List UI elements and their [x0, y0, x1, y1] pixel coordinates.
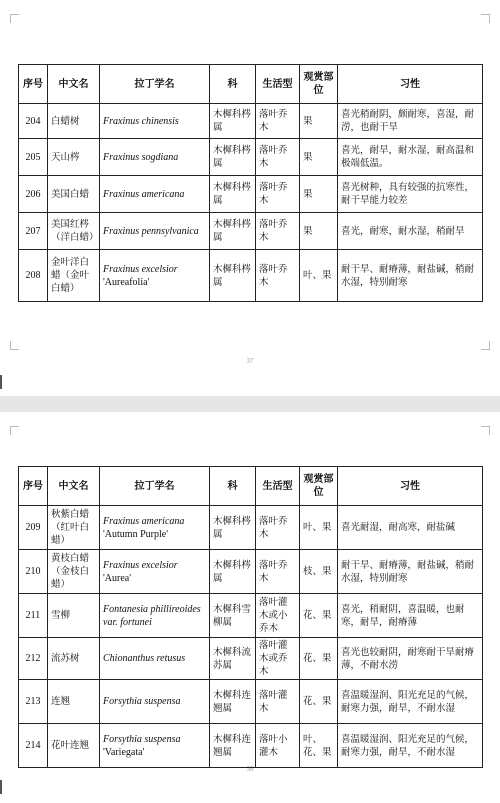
cell-ornamental-part: 果 [300, 176, 338, 213]
header-habit: 习性 [338, 65, 483, 104]
cell-life-form: 落叶乔木 [256, 506, 300, 550]
cell-latin-name [100, 104, 210, 139]
cell-ornamental-part: 叶、果 [300, 506, 338, 550]
cell-latin-name [100, 139, 210, 176]
cell-latin-name [100, 724, 210, 768]
cell-latin-name [100, 550, 210, 594]
latin-name: Forsythia suspensa [103, 733, 181, 745]
cell-ornamental-part: 花、果 [300, 680, 338, 724]
cell-chinese-name: 流苏树 [48, 638, 100, 680]
latin-name: Fraxinus pennsylvanica [103, 225, 199, 237]
cell-ornamental-part: 花、果 [300, 594, 338, 638]
cultivar-name: 'Variegata' [103, 746, 145, 758]
header-ornamental-part: 观赏部位 [300, 467, 338, 506]
latin-name: Fraxinus excelsior [103, 559, 178, 571]
cell-life-form: 落叶乔木 [256, 550, 300, 594]
cell-habit: 喜温暖湿润、阳光充足的气候，耐寒力强，耐旱，不耐水湿 [338, 724, 483, 768]
table-row [19, 213, 483, 250]
plant-table-page-38 [18, 466, 483, 768]
cell-ornamental-part: 叶、花、果 [300, 724, 338, 768]
cell-habit: 喜光，耐旱，耐水湿，耐高温和极端低温。 [338, 139, 483, 176]
crop-mark [481, 426, 490, 435]
cell-ornamental-part: 叶、果 [300, 250, 338, 302]
cell-ornamental-part: 花、果 [300, 638, 338, 680]
cell-chinese-name: 白蜡树 [48, 104, 100, 139]
cell-family: 木樨科连翘属 [210, 680, 256, 724]
cultivar-name: 'Aureafolia' [103, 276, 150, 288]
latin-name: Fraxinus americana [103, 188, 185, 200]
cell-habit: 耐干旱、耐瘠薄，耐盐碱，稍耐水湿，特别耐寒 [338, 250, 483, 302]
crop-mark [10, 426, 19, 435]
cell-chinese-name: 天山梣 [48, 139, 100, 176]
latin-name: Chionanthus retusus [103, 653, 186, 664]
cell-habit: 喜光稍耐阴，颇耐寒，喜湿，耐涝，也耐干旱 [338, 104, 483, 139]
header-life-form: 生活型 [256, 65, 300, 104]
latin-name: Forsythia suspensa [103, 696, 181, 707]
plant-table-page-37 [18, 64, 483, 302]
header-no: 序号 [19, 65, 48, 104]
cell-ornamental-part: 果 [300, 139, 338, 176]
cell-life-form: 落叶乔木 [256, 250, 300, 302]
table-row [19, 724, 483, 768]
cell-family: 木樨科梣属 [210, 104, 256, 139]
cell-latin-name [100, 680, 210, 724]
cell-latin-name [100, 506, 210, 550]
cell-chinese-name: 花叶连翘 [48, 724, 100, 768]
cell-latin-name [100, 594, 210, 638]
cell-ornamental-part: 枝、果 [300, 550, 338, 594]
cell-life-form: 落叶乔木 [256, 139, 300, 176]
cell-habit: 耐干旱、耐瘠薄，耐盐碱，稍耐水湿，特别耐寒 [338, 550, 483, 594]
cell-no: 209 [19, 506, 48, 550]
table-row [19, 104, 483, 139]
cell-habit: 喜光，稍耐阴，喜温暖，也耐寒，耐旱，耐瘠薄 [338, 594, 483, 638]
header-life-form: 生活型 [256, 467, 300, 506]
table-row [19, 550, 483, 594]
cell-chinese-name: 美国红梣（洋白蜡） [48, 213, 100, 250]
cell-no: 207 [19, 213, 48, 250]
cell-no: 211 [19, 594, 48, 638]
table-row [19, 176, 483, 213]
cell-family: 木樨科梣属 [210, 550, 256, 594]
cell-no: 206 [19, 176, 48, 213]
cell-family: 木樨科流苏属 [210, 638, 256, 680]
cell-life-form: 落叶小灌木 [256, 724, 300, 768]
scroll-edge-marker [0, 780, 2, 794]
header-chinese-name: 中文名 [48, 65, 100, 104]
crop-mark [10, 14, 19, 23]
cell-no: 213 [19, 680, 48, 724]
cell-no: 205 [19, 139, 48, 176]
cell-family: 木樨科梣属 [210, 250, 256, 302]
cell-chinese-name: 秋紫白蜡（红叶白蜡） [48, 506, 100, 550]
cell-family: 木樨科梣属 [210, 176, 256, 213]
header-chinese-name: 中文名 [48, 467, 100, 506]
table-row [19, 680, 483, 724]
table-row [19, 638, 483, 680]
cell-family: 木樨科梣属 [210, 139, 256, 176]
cell-habit: 喜温暖湿润、阳光充足的气候，耐寒力强，耐旱，不耐水湿 [338, 680, 483, 724]
latin-name: Fraxinus excelsior [103, 263, 178, 275]
cell-habit: 喜光也较耐阴，耐寒耐干旱耐瘠薄，不耐水涝 [338, 638, 483, 680]
header-habit: 习性 [338, 467, 483, 506]
cell-family: 木樨科连翘属 [210, 724, 256, 768]
cell-habit: 喜光树种，具有较强的抗寒性，耐干旱能力较差 [338, 176, 483, 213]
table-row [19, 594, 483, 638]
header-family: 科 [210, 65, 256, 104]
header-family: 科 [210, 467, 256, 506]
latin-name: Fraxinus sogdiana [103, 151, 179, 163]
cell-chinese-name: 美国白蜡 [48, 176, 100, 213]
header-latin-name: 拉丁学名 [100, 467, 210, 506]
cell-life-form: 落叶乔木 [256, 213, 300, 250]
cell-ornamental-part: 果 [300, 213, 338, 250]
page-number: 37 [246, 357, 254, 365]
crop-mark [481, 14, 490, 23]
latin-name: Fraxinus americana [103, 515, 185, 527]
header-no: 序号 [19, 467, 48, 506]
cell-latin-name [100, 638, 210, 680]
cell-no: 210 [19, 550, 48, 594]
cell-life-form: 落叶乔木 [256, 176, 300, 213]
cell-no: 204 [19, 104, 48, 139]
crop-mark [481, 341, 490, 350]
cell-no: 214 [19, 724, 48, 768]
table-header-row [19, 467, 483, 506]
cell-latin-name [100, 213, 210, 250]
cell-ornamental-part: 果 [300, 104, 338, 139]
page-number: 38 [246, 765, 254, 773]
cell-life-form: 落叶灌木或乔木 [256, 638, 300, 680]
cell-habit: 喜光耐湿，耐高寒，耐盐碱 [338, 506, 483, 550]
cell-chinese-name: 雪柳 [48, 594, 100, 638]
crop-mark [10, 341, 19, 350]
cultivar-name: 'Autumn Purple' [103, 528, 168, 540]
latin-name: Fontanesia phillireoides var. fortunei [103, 603, 201, 628]
scroll-edge-marker [0, 375, 2, 389]
table-row [19, 139, 483, 176]
header-latin-name: 拉丁学名 [100, 65, 210, 104]
cell-chinese-name: 黄枝白蜡（金枝白蜡） [48, 550, 100, 594]
table-row [19, 506, 483, 550]
cell-latin-name [100, 250, 210, 302]
table-row [19, 250, 483, 302]
cell-family: 木樨科雪柳属 [210, 594, 256, 638]
cell-no: 208 [19, 250, 48, 302]
cultivar-name: 'Aurea' [103, 572, 132, 584]
header-ornamental-part: 观赏部位 [300, 65, 338, 104]
cell-latin-name [100, 176, 210, 213]
cell-life-form: 落叶灌木 [256, 680, 300, 724]
cell-life-form: 落叶乔木 [256, 104, 300, 139]
cell-chinese-name: 连翘 [48, 680, 100, 724]
cell-family: 木樨科梣属 [210, 213, 256, 250]
cell-no: 212 [19, 638, 48, 680]
latin-name: Fraxinus chinensis [103, 115, 179, 127]
cell-chinese-name: 金叶洋白蜡（金叶白蜡） [48, 250, 100, 302]
cell-habit: 喜光，耐寒，耐水湿，稍耐旱 [338, 213, 483, 250]
table-header-row [19, 65, 483, 104]
cell-family: 木樨科梣属 [210, 506, 256, 550]
cell-life-form: 落叶灌木或小乔木 [256, 594, 300, 638]
